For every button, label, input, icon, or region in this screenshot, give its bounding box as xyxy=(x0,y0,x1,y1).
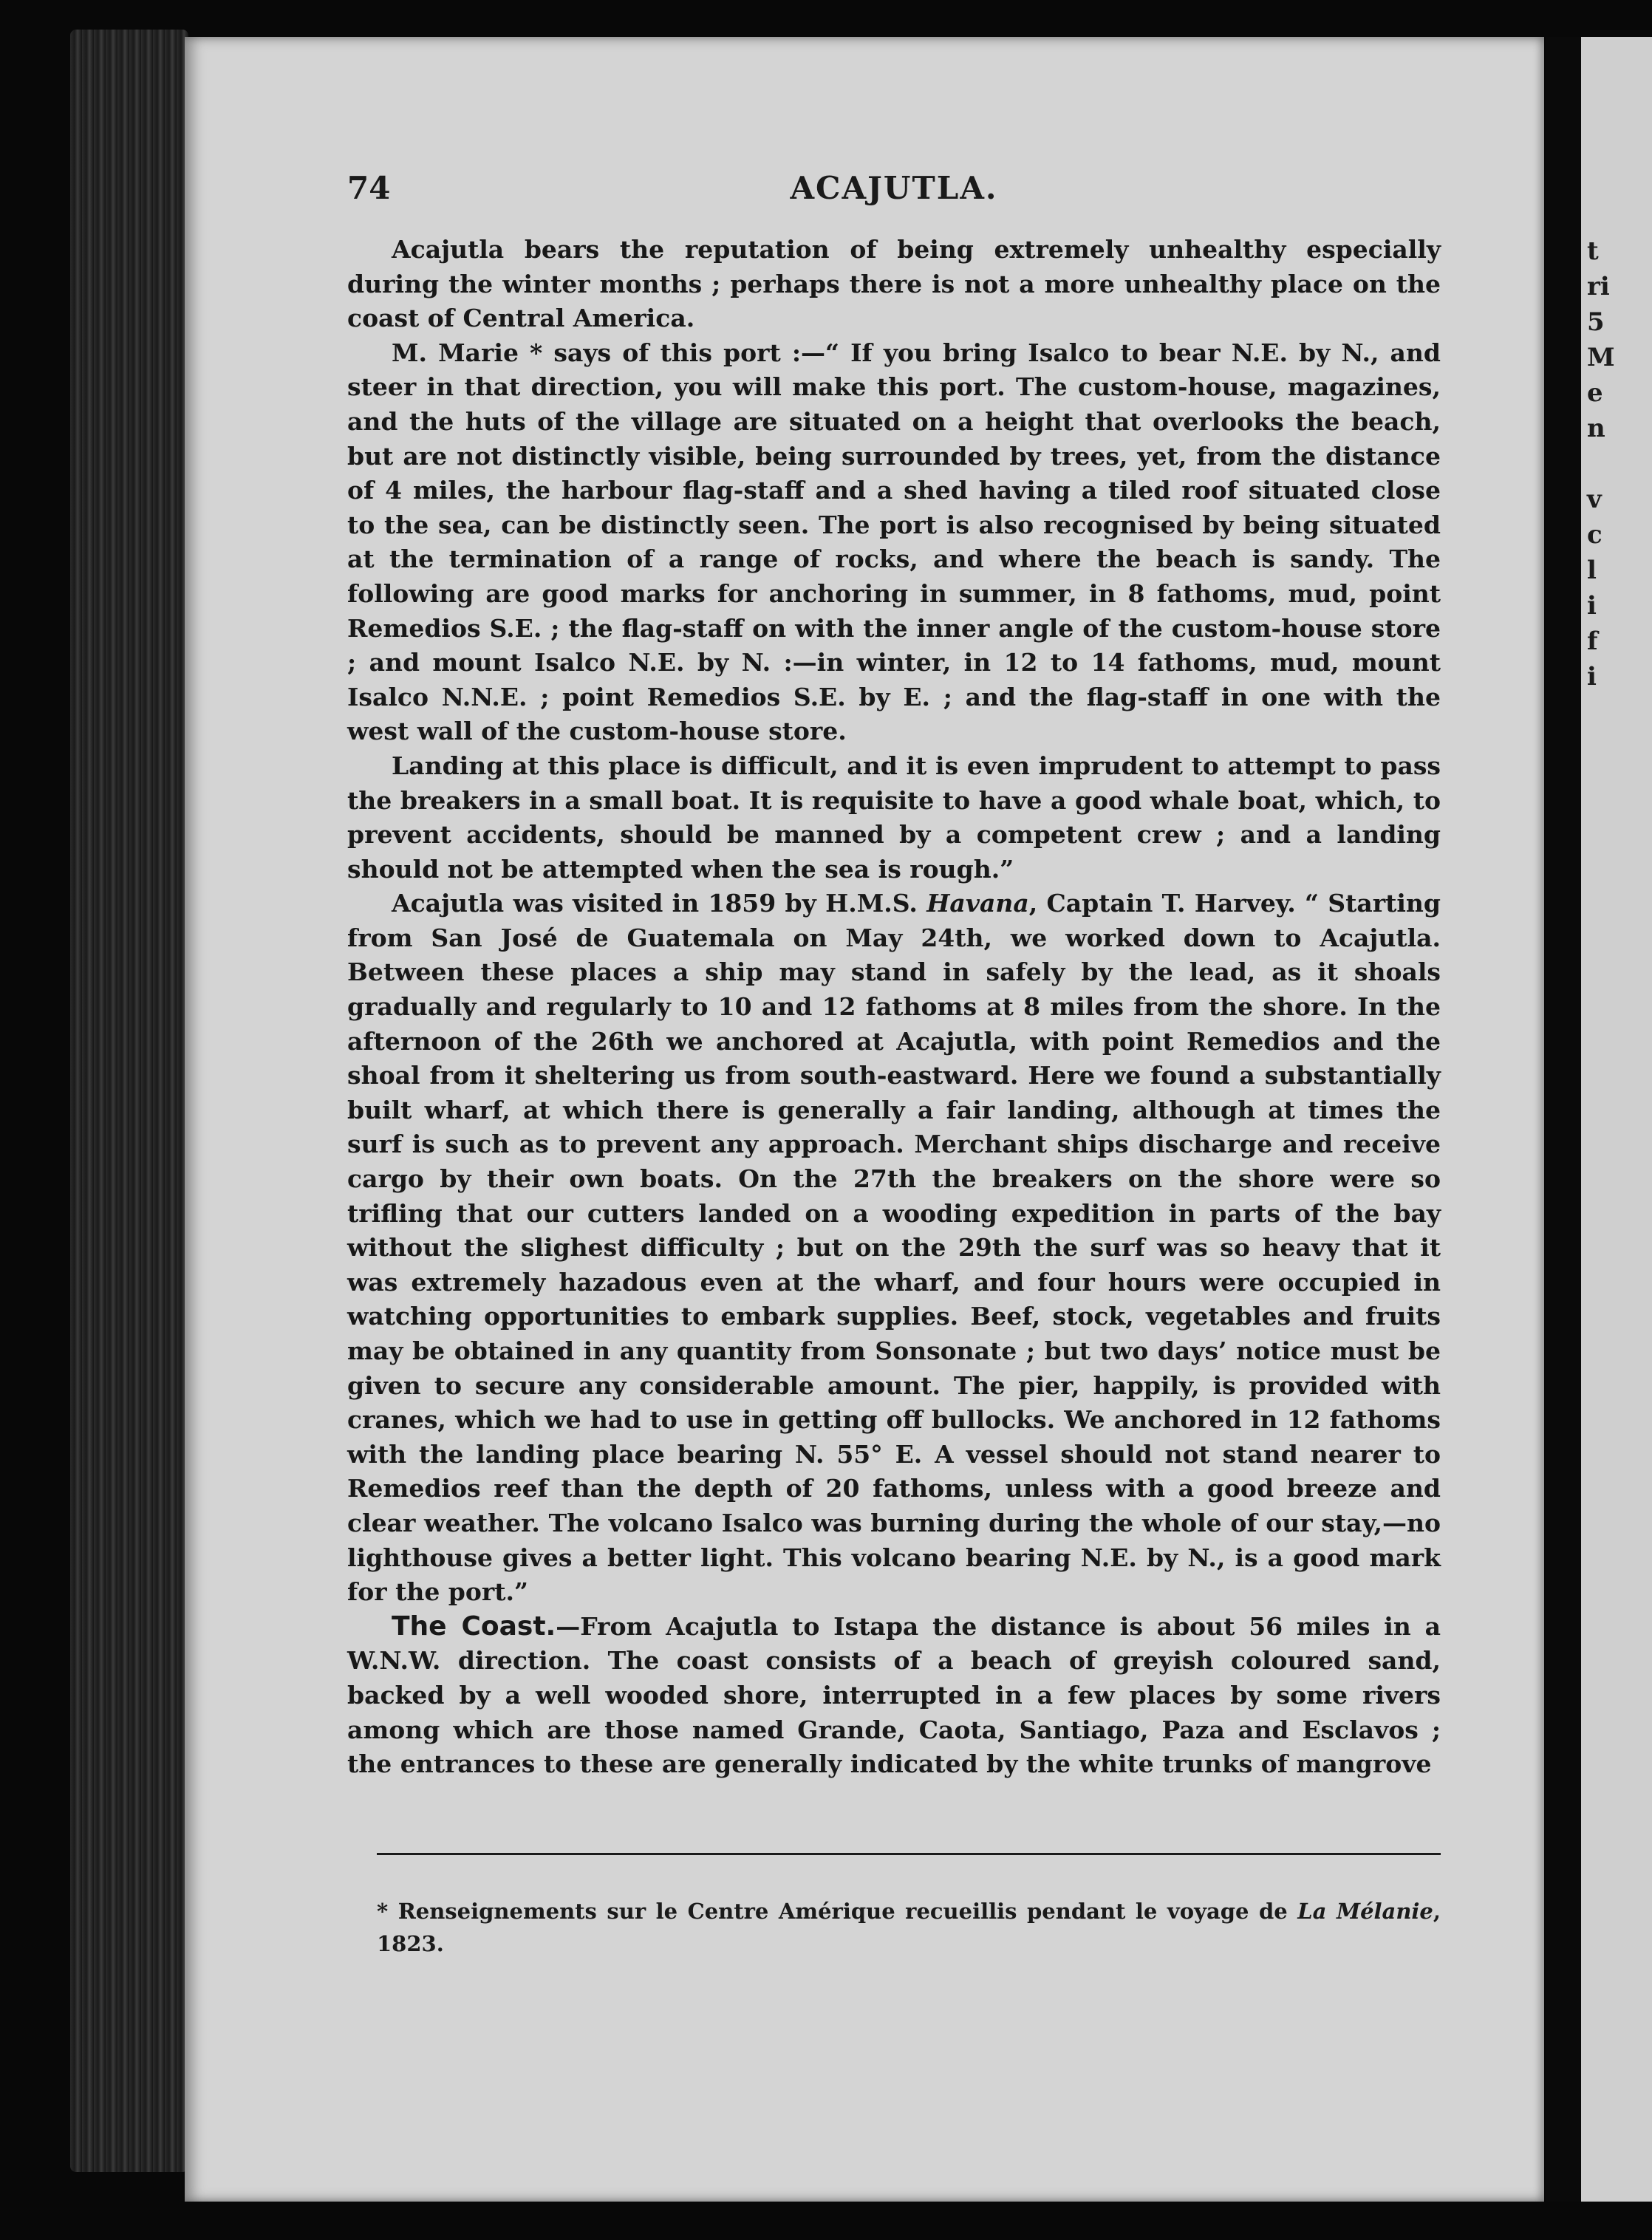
ship-name: Havana xyxy=(926,889,1029,918)
adjacent-page-fragment: f xyxy=(1587,626,1598,656)
section-heading: The Coast. xyxy=(392,1611,556,1642)
paragraph-rest: , Captain T. Harvey. “ Starting from San José de Guatemala on May 24th, we worked down to Acajutla. Between these places a ship may stand in safely by the lead, as it shoals gradually and regularly to 10 and 12 fathoms at 8 miles from the shore. In the afternoon of the 26th we anchored at Acajutla, with point Remedios and the shoal from it sheltering us from south-eastward. Here we found a substantially built wharf, at which there is generally a fair landing, although at times the surf is such as to prevent any approach. Merchant ships discharge and receive cargo by their own boats. On the 27th the breakers on the shore were so trifling that our cutters landed on a wooding expedition in parts of the bay without the slighest difficulty ; but on the 29th the surf was so heavy that it was extremely hazadous even at the wharf, and four hours were occupied in watching opportunities to embark supplies. Beef, stock, vegetables and fruits may be obtained in any quantity from Sonsonate ; but two days’ notice must be given to secure any considerable amount. The pier, happily, is provided with cranes, which we had to use in getting off bullocks. We anchored in 12 fathoms with the landing place bearing N. 55° E. A vessel should not stand nearer to Remedios reef than the depth of 20 fathoms, unless with a good breeze and clear weather. The volcano Isalco was burning during the whole of our stay,—no lighthouse gives a better light. This volcano bearing N.E. by N., is a good mark for the port.” xyxy=(347,889,1441,1607)
adjacent-page-fragment: n xyxy=(1587,414,1605,443)
adjacent-page-fragment: e xyxy=(1587,378,1603,408)
adjacent-page-fragment: M xyxy=(1587,343,1615,372)
footnote xyxy=(377,1895,1441,1960)
footnote-rule xyxy=(377,1853,1441,1855)
paragraph: Landing at this place is difficult, and it is even imprudent to attempt to pass the breakers in a small boat. It is requisite to have a good whale boat, which, to prevent accidents, should be manned by a competent crew ; and a landing should not be attempted when the sea is rough.” xyxy=(347,751,1441,884)
footnote-lead: * Renseignements sur le Centre Amérique recueillis pendant le voyage de xyxy=(377,1899,1298,1924)
paragraph xyxy=(347,887,1441,1609)
adjacent-page-fragment: i xyxy=(1587,591,1597,621)
page-number: 74 xyxy=(347,170,391,206)
body-text xyxy=(347,233,1441,1782)
book-gutter xyxy=(1546,37,1581,2202)
adjacent-page-fragment: c xyxy=(1587,520,1602,550)
adjacent-page-fragment: ri xyxy=(1587,272,1610,301)
paragraph: Acajutla bears the reputation of being extremely unhealthy especially during the winter months ; perhaps there is not a more unhealthy place on the coast of Central America. xyxy=(347,235,1441,333)
adjacent-page-fragment: v xyxy=(1587,485,1602,514)
adjacent-page-fragment: t xyxy=(1587,236,1599,266)
page-title: ACAJUTLA. xyxy=(790,170,998,206)
book-page-stack xyxy=(70,30,188,2172)
adjacent-page-fragment: l xyxy=(1587,556,1597,585)
paragraph-lead: Acajutla was visited in 1859 by H.M.S. xyxy=(392,889,927,918)
paragraph xyxy=(347,1610,1441,1782)
paragraph-rest: —From Acajutla to Istapa the distance is about 56 miles in a W.N.W. direction. The coast consists of a beach of greyish coloured sand, backed by a well wooded shore, interrupted in a few places by some rivers among which are those named Grande, Caota, Santiago, Paza and Esclavos ; the entrances to these are generally indicated by the white trunks of mangrove xyxy=(347,1611,1441,1779)
adjacent-page-fragment: 5 xyxy=(1587,307,1605,337)
running-head xyxy=(347,170,1441,214)
adjacent-page-fragment: i xyxy=(1587,662,1597,692)
paragraph: M. Marie * says of this port :—“ If you bring Isalco to bear N.E. by N., and steer in that direction, you will make this port. The custom-house, magazines, and the huts of the village are situated on a height that overlooks the beach, but are not distinctly visible, being surrounded by trees, yet, from the distance of 4 miles, the harbour flag-staff and a shed having a tiled roof situated close to the sea, can be distinctly seen. The port is also recognised by being situated at the termination of a range of rocks, and where the beach is sandy. The following are good marks for anchoring in summer, in 8 fathoms, mud, point Remedios S.E. ; the flag-staff on with the inner angle of the custom-house store ; and mount Isalco N.E. by N. :—in winter, in 12 to 14 fathoms, mud, mount Isalco N.N.E. ; point Remedios S.E. by E. ; and the flag-staff in one with the west wall of the custom-house store. xyxy=(347,338,1441,746)
footnote-year: , 1823. xyxy=(377,1899,1441,1956)
adjacent-page-edge xyxy=(1581,37,1652,2202)
footnote-ship-name: La Mélanie xyxy=(1297,1899,1433,1924)
